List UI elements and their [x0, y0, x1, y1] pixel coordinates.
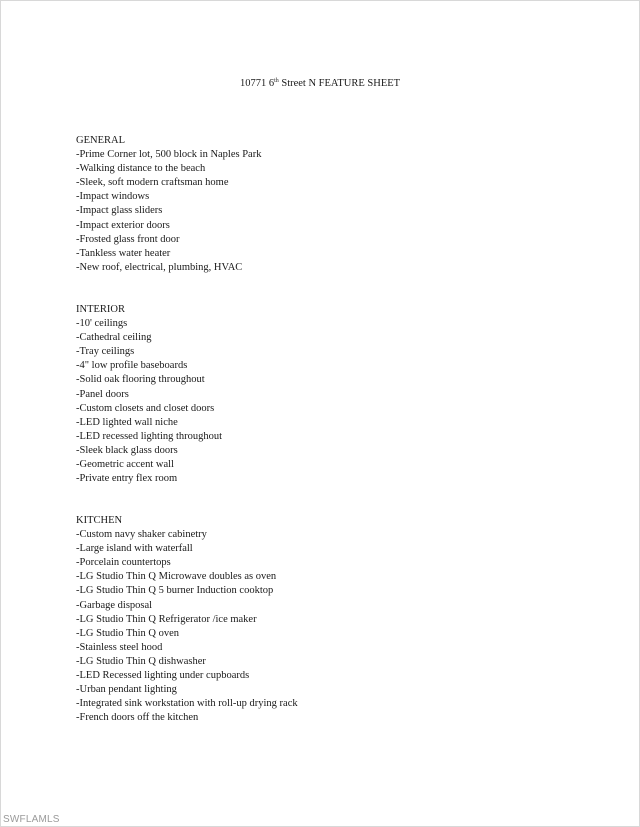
document-title — [0, 77, 640, 91]
section-general — [76, 134, 596, 275]
feature-item: -French doors off the kitchen — [76, 712, 199, 724]
section-heading-general: GENERAL — [76, 135, 125, 146]
feature-item: -Prime Corner lot, 500 block in Naples Park — [76, 149, 262, 161]
feature-item: -LG Studio Thin Q dishwasher — [76, 655, 206, 667]
section-heading-interior: INTERIOR — [76, 304, 125, 315]
feature-list-general — [76, 148, 596, 275]
mls-watermark: SWFLAMLS — [3, 814, 60, 825]
feature-item: -LED lighted wall niche — [76, 416, 178, 428]
feature-item: -Garbage disposal — [76, 599, 153, 611]
feature-item: -Private entry flex room — [76, 473, 178, 485]
feature-item: -LG Studio Thin Q Microwave doubles as oven — [76, 571, 277, 583]
section-heading-kitchen: KITCHEN — [76, 515, 123, 526]
feature-item: -Cathedral ceiling — [76, 332, 152, 344]
feature-item: -Large island with waterfall — [76, 543, 193, 555]
section-kitchen — [76, 514, 596, 725]
feature-item: -Impact glass sliders — [76, 205, 163, 217]
feature-item: -Solid oak flooring throughout — [76, 374, 205, 386]
feature-item: -LED recessed lighting throughout — [76, 430, 223, 442]
feature-list-kitchen — [76, 528, 596, 725]
feature-item: -Custom navy shaker cabinetry — [76, 529, 207, 541]
title-ordinal-suffix: th — [274, 78, 279, 84]
feature-item: -Tankless water heater — [76, 247, 171, 259]
title-rest: Street N FEATURE SHEET — [278, 78, 401, 89]
feature-list-interior — [76, 317, 596, 486]
feature-item: -Sleek black glass doors — [76, 444, 178, 456]
title-number: 10771 6 — [239, 78, 275, 89]
feature-item: -Tray ceilings — [76, 346, 135, 358]
feature-item: -10' ceilings — [76, 318, 128, 330]
feature-item: -LED Recessed lighting under cupboards — [76, 670, 250, 682]
feature-item: -Urban pendant lighting — [76, 684, 177, 696]
section-interior — [76, 303, 596, 486]
feature-item: -Geometric accent wall — [76, 459, 174, 471]
feature-item: -New roof, electrical, plumbing, HVAC — [76, 261, 243, 273]
feature-item: -Impact exterior doors — [76, 219, 170, 231]
feature-item: -LG Studio Thin Q oven — [76, 627, 180, 639]
feature-item: -Frosted glass front door — [76, 233, 180, 245]
feature-item: -Walking distance to the beach — [76, 163, 206, 175]
feature-item: -LG Studio Thin Q 5 burner Induction cooktop — [76, 585, 274, 597]
feature-item: -Porcelain countertops — [76, 557, 171, 569]
feature-item: -4" low profile baseboards — [76, 360, 188, 372]
feature-item: -Integrated sink workstation with roll-up drying rack — [76, 698, 298, 710]
feature-item: -Impact windows — [76, 191, 150, 203]
feature-item: -Panel doors — [76, 388, 129, 400]
feature-item: -Stainless steel hood — [76, 641, 163, 653]
feature-item: -Custom closets and closet doors — [76, 402, 215, 414]
feature-item: -Sleek, soft modern craftsman home — [76, 177, 229, 189]
feature-item: -LG Studio Thin Q Refrigerator /ice maker — [76, 613, 257, 625]
